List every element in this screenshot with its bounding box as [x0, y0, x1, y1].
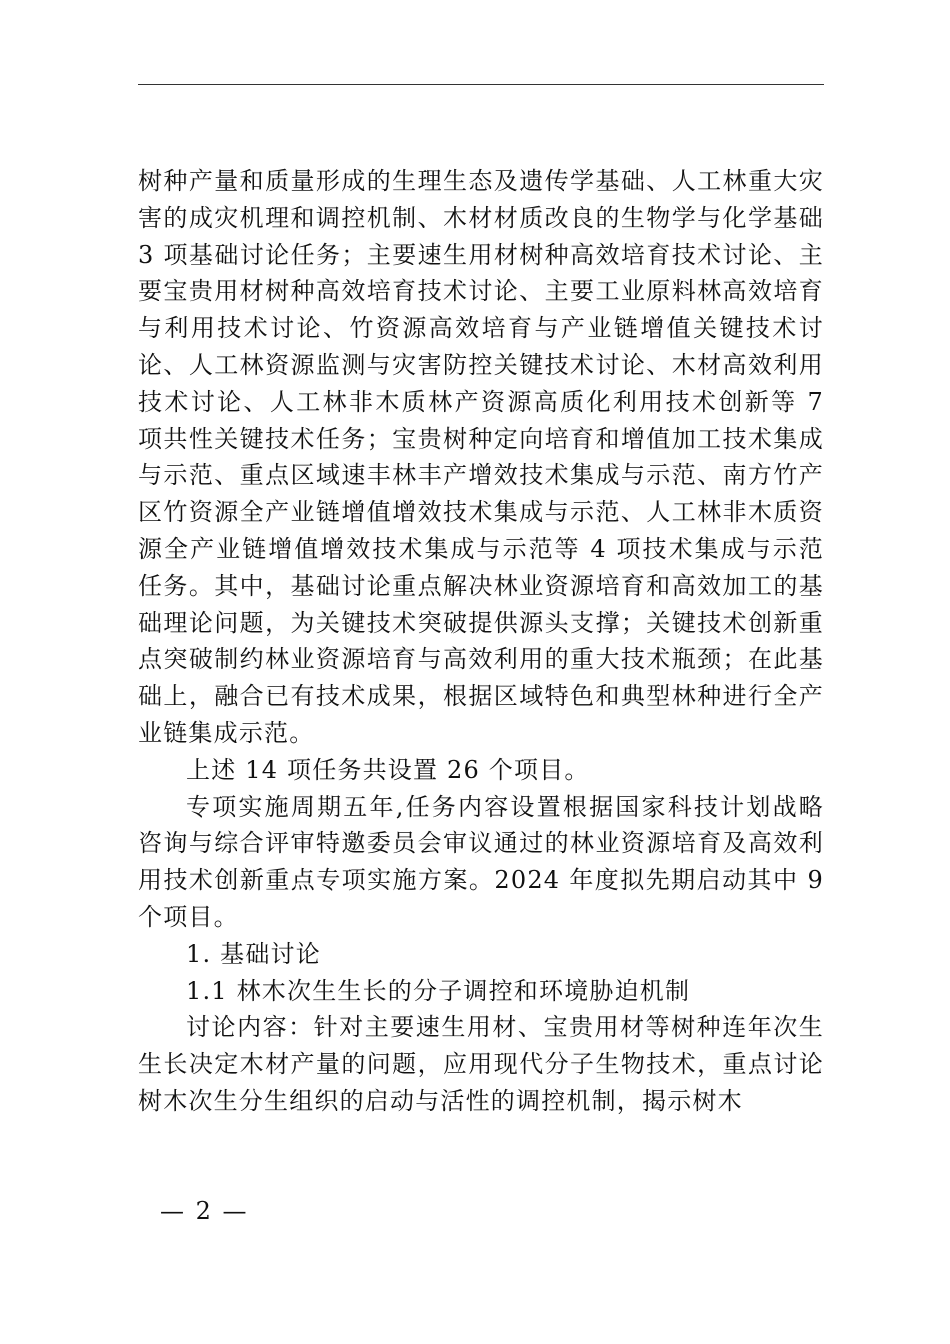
page-number: — 2 — [160, 1197, 249, 1225]
paragraph-research-content: 讨论内容：针对主要速生用材、宝贵用材等树种连年次生生长决定木材产量的问题，应用现代分子生物技术，重点讨论树木次生分生组织的启动与活性的调控机制，揭示树木 [138, 1013, 824, 1115]
section-heading-basic-research: 1. 基础讨论 [186, 939, 321, 968]
document-body [138, 163, 824, 1120]
subsection-heading-1-1: 1.1 林木次生生长的分子调控和环境胁迫机制 [186, 976, 691, 1005]
header-rule [138, 84, 824, 85]
paragraph-implementation: 专项实施周期五年,任务内容设置根据国家科技计划战略咨询与综合评审特邀委员会审议通过的林业资源培育及高效利用技术创新重点专项实施方案。2024 年度拟先期启动其中 9 个项目。 [138, 792, 824, 931]
paragraph-task-overview: 树种产量和质量形成的生理生态及遗传学基础、人工林重大灾害的成灾机理和调控机制、木材材质改良的生物学与化学基础 3 项基础讨论任务；主要速生用材树种高效培育技术讨论、主要宝贵用材树种高效培育技术讨论、主要工业原料林高效培育与利用技术讨论、竹资源高效培育与产业链增值关键技术讨论、人工林资源监测与灾害防控关键技术讨论、木材高效利用技术讨论、人工林非木质林产资源高质化利用技术创新等 7 项共性关键技术任务；宝贵树种定向培育和增值加工技术集成与示范、重点区域速丰林丰产增效技术集成与示范、南方竹产区竹资源全产业链增值增效技术集成与示范、人工林非木质资源全产业链增值增效技术集成与示范等 4 项技术集成与示范任务。其中，基础讨论重点解决林业资源培育和高效加工的基础理论问题，为关键技术突破提供源头支撑；关键技术创新重点突破制约林业资源培育与高效利用的重大技术瓶颈；在此基础上，融合已有技术成果，根据区域特色和典型林种进行全产业链集成示范。 [138, 167, 824, 747]
paragraph-task-count: 上述 14 项任务共设置 26 个项目。 [186, 755, 590, 784]
